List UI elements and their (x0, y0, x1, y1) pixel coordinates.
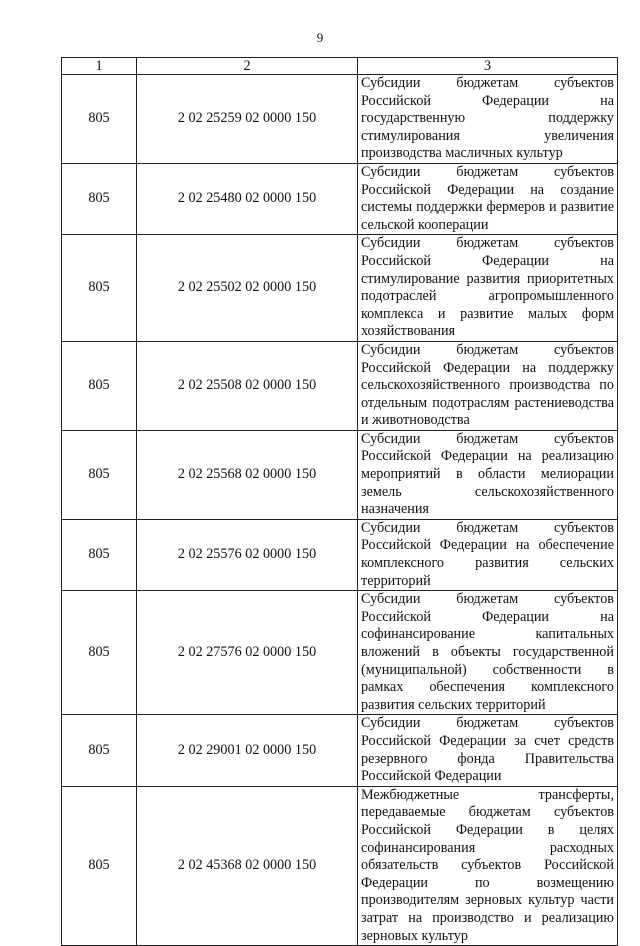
revenue-code-cell: 2 02 25480 02 0000 150 (137, 163, 358, 234)
table-row (62, 591, 618, 715)
description-cell: Субсидии бюджетам субъектов Российской Федерации за счет средств резервного фонда Правительства Российской Федерации (358, 715, 618, 786)
description-cell: Субсидии бюджетам субъектов Российской Федерации на софинансирование капитальных вложений в объекты государственной (муниципальной) собственности в рамках обеспечения комплексного развития сельских территорий (358, 591, 618, 715)
revenue-code-cell: 2 02 25576 02 0000 150 (137, 519, 358, 590)
table-row (62, 519, 618, 590)
column-header-3: 3 (358, 58, 618, 75)
description-cell: Субсидии бюджетам субъектов Российской Федерации на поддержку сельскохозяйственного производства по отдельным подотраслям растениеводства и животноводства (358, 341, 618, 430)
description-cell: Субсидии бюджетам субъектов Российской Федерации на обеспечение комплексного развития сельских территорий (358, 519, 618, 590)
description-cell: Субсидии бюджетам субъектов Российской Федерации на стимулирование развития приоритетных подотраслей агропромышленного комплекса и развитие малых форм хозяйствования (358, 235, 618, 342)
revenue-code-cell: 2 02 27576 02 0000 150 (137, 591, 358, 715)
table-row (62, 430, 618, 519)
description-cell: Межбюджетные трансферты, передаваемые бюджетам субъектов Российской Федерации в целях софинансирования расходных обязательств субъектов Российской Федерации по возмещению производителям зерновых культур части затрат на производство и реализацию зерновых культур (358, 786, 618, 945)
description-cell: Субсидии бюджетам субъектов Российской Федерации на реализацию мероприятий в области мелиорации земель сельскохозяйственного назначения (358, 430, 618, 519)
table-row (62, 75, 618, 164)
budget-revenue-table (61, 57, 618, 946)
admin-code-cell: 805 (62, 519, 137, 590)
admin-code-cell: 805 (62, 430, 137, 519)
revenue-code-cell: 2 02 25568 02 0000 150 (137, 430, 358, 519)
revenue-code-cell: 2 02 45368 02 0000 150 (137, 786, 358, 945)
admin-code-cell: 805 (62, 715, 137, 786)
column-header-1: 1 (62, 58, 137, 75)
table-row (62, 163, 618, 234)
description-cell: Субсидии бюджетам субъектов Российской Федерации на создание системы поддержки фермеров и развитие сельской кооперации (358, 163, 618, 234)
admin-code-cell: 805 (62, 786, 137, 945)
table-header-row (62, 58, 618, 75)
admin-code-cell: 805 (62, 75, 137, 164)
table-row (62, 786, 618, 945)
page-number: 9 (316, 30, 324, 45)
revenue-code-cell: 2 02 25259 02 0000 150 (137, 75, 358, 164)
table-row (62, 341, 618, 430)
table-row (62, 715, 618, 786)
description-cell: Субсидии бюджетам субъектов Российской Федерации на государственную поддержку стимулирования увеличения производства масличных культур (358, 75, 618, 164)
revenue-code-cell: 2 02 25502 02 0000 150 (137, 235, 358, 342)
table-row (62, 235, 618, 342)
admin-code-cell: 805 (62, 235, 137, 342)
revenue-code-cell: 2 02 25508 02 0000 150 (137, 341, 358, 430)
admin-code-cell: 805 (62, 341, 137, 430)
revenue-code-cell: 2 02 29001 02 0000 150 (137, 715, 358, 786)
admin-code-cell: 805 (62, 163, 137, 234)
column-header-2: 2 (137, 58, 358, 75)
admin-code-cell: 805 (62, 591, 137, 715)
